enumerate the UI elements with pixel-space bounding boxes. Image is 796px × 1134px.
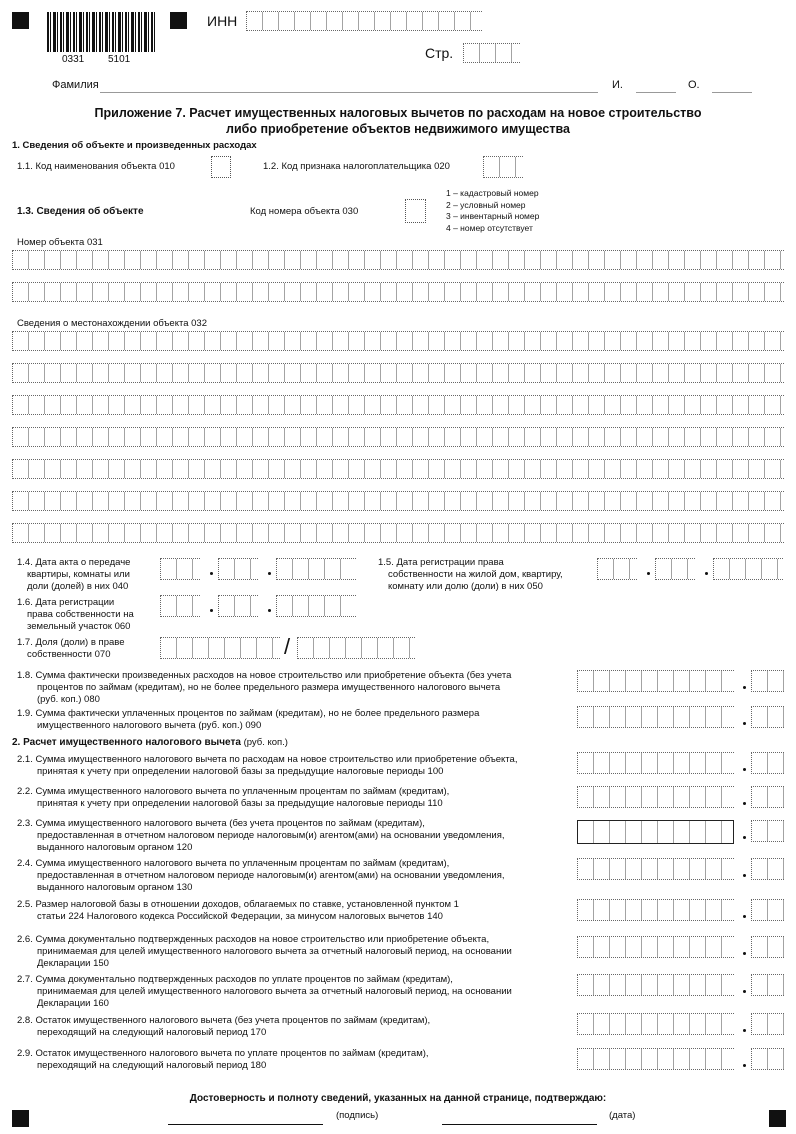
title-line-2: либо приобретение объектов недвижимого имущества [226,122,570,136]
label-line: переходящий на следующий налоговый период 170 [37,1027,267,1038]
page-label: Стр. [425,45,454,61]
field-050-label [378,557,563,593]
date-caption: (дата) [609,1110,636,1121]
label-line: 2.8. Остаток имущественного налогового вычета (без учета процентов по займам (кредитам), [17,1015,431,1026]
label-line: принятая к учету при определении налоговой базы за предыдущие налоговые периоды 110 [37,798,443,809]
section1-heading: 1. Сведения об объекте и произведенных расходах [12,140,257,151]
code-options-list [446,188,539,234]
field-140-kopecks[interactable] [751,899,784,921]
decimal-separator-dot [743,1029,746,1032]
field-090-rubles[interactable] [577,706,734,728]
decimal-separator-dot [743,1064,746,1067]
date-separator-dot [268,572,271,575]
field-060-year[interactable] [276,595,356,617]
inn-input[interactable] [246,11,482,31]
field-180-rubles[interactable] [577,1048,734,1070]
field-120-kopecks[interactable] [751,820,784,842]
label-line: имущественного налогового вычета (руб. коп.) 090 [37,720,262,731]
code-option: 4 – номер отсутствует [446,222,533,233]
label-line: выданного налоговым органом 130 [37,882,193,893]
field-100-rubles[interactable] [577,752,734,774]
label-line: предоставленная в отчетном налоговом периоде налоговым(и) агентом(ами) на основании уведомления, [37,830,505,841]
field-160-kopecks[interactable] [751,974,784,996]
label-line: 2.1. Сумма имущественного налогового вычета по расходам на новое строительство или приобретение объекта, [17,754,518,765]
field-040-month[interactable] [218,558,258,580]
label-line: 1.5. Дата регистрации права [378,557,504,568]
label-line: 2.3. Сумма имущественного налогового вычета (без учета процентов по займам (кредитам), [17,818,425,829]
field-032-row-5[interactable] [12,459,784,479]
date-separator-dot [647,572,650,575]
label-line: процентов по займам (кредитам), но не более предельного размера имущественного налогового вычета [37,682,501,693]
field-110-rubles[interactable] [577,786,734,808]
page-title [0,105,796,137]
field-050-month[interactable] [655,558,695,580]
field-090-kopecks[interactable] [751,706,784,728]
label-line: 1.9. Сумма фактически уплаченных процентов по займам (кредитам), но не более предельного размера [17,708,480,719]
date-line[interactable] [442,1124,597,1125]
field-010-input[interactable] [211,156,231,178]
field-050-year[interactable] [713,558,783,580]
field-13-label: 1.3. Сведения об объекте [17,206,144,217]
field-140-rubles[interactable] [577,899,734,921]
signature-caption: (подпись) [336,1110,379,1121]
field-031-row-1[interactable] [12,250,784,270]
field-032-row-7[interactable] [12,523,784,543]
field-040-year[interactable] [276,558,356,580]
initial-i-label: И. [612,79,623,91]
label-line: 2.9. Остаток имущественного налогового вычета по уплате процентов по займам (кредитам), [17,1048,429,1059]
field-070-denominator[interactable] [297,637,415,659]
field-080-kopecks[interactable] [751,670,784,692]
field-120-label [17,818,505,854]
label-line: 2.2. Сумма имущественного налогового вычета по уплаченным процентам по займам (кредитам), [17,786,450,797]
corner-marker-top-left [12,12,29,29]
field-080-label [17,670,511,706]
field-060-label [17,597,134,633]
label-line: 1.6. Дата регистрации [17,597,115,608]
label-line: комнату или долю (доли) в них 050 [388,581,543,592]
label-line: Декларации 160 [37,998,109,1009]
code-option: 1 – кадастровый номер [446,188,539,198]
label-line: (руб. коп.) 080 [37,694,100,705]
decimal-separator-dot [743,952,746,955]
label-line: 2.7. Сумма документально подтвержденных расходов по уплате процентов по займам (кредитам), [17,974,453,985]
field-050-day[interactable] [597,558,637,580]
initial-i-input[interactable] [636,92,676,93]
corner-marker-bottom-right [769,1110,786,1127]
field-090-label [17,708,479,732]
field-030-input[interactable] [405,199,426,223]
code-option: 3 – инвентарный номер [446,211,540,221]
field-130-kopecks[interactable] [751,858,784,880]
field-160-label [17,974,512,1010]
label-line: 1.4. Дата акта о передаче [17,557,131,568]
label-line: собственности 070 [27,649,111,660]
field-070-label [17,637,124,661]
signature-line[interactable] [168,1124,323,1125]
inn-label: ИНН [207,13,238,29]
decimal-separator-dot [743,802,746,805]
label-line: 2.5. Размер налоговой базы в отношении доходов, облагаемых по ставке, установленной пунктом 1 [17,899,459,910]
barcode-number-left: 0331 [62,54,85,65]
code-option: 2 – условный номер [446,199,526,210]
label-line: доли (долей) в них 040 [27,581,129,592]
label-line: статьи 224 Налогового кодекса Российской Федерации, за минусом налоговых вычетов 140 [37,911,443,922]
field-032-row-2[interactable] [12,363,784,383]
field-110-label [17,786,449,810]
decimal-separator-dot [743,990,746,993]
field-040-day[interactable] [160,558,200,580]
label-line: земельный участок 060 [27,621,131,632]
field-060-day[interactable] [160,595,200,617]
field-150-rubles[interactable] [577,936,734,958]
surname-input[interactable] [100,92,598,93]
label-line: принятая к учету при определении налоговой базы за предыдущие налоговые периоды 100 [37,766,444,777]
field-170-label [17,1015,430,1039]
field-110-kopecks[interactable] [751,786,784,808]
title-line-1: Приложение 7. Расчет имущественных налоговых вычетов по расходам на новое строительство [94,106,702,120]
label-line: переходящий на следующий налоговый период 180 [37,1060,267,1071]
label-line: принимаемая для целей имущественного налогового вычета за отчетный налоговый период, на основании [37,986,512,997]
field-031-label: Номер объекта 031 [17,237,103,248]
label-line: 1.8. Сумма фактически произведенных расходов на новое строительство или приобретение объекта (без учета [17,670,512,681]
decimal-separator-dot [743,722,746,725]
field-150-label [17,934,512,970]
field-160-rubles[interactable] [577,974,734,996]
field-130-label [17,858,505,894]
section2-heading-text: 2. Расчет имущественного налогового вычета [12,737,241,748]
date-separator-dot [268,609,271,612]
label-line: квартиры, комнаты или [27,569,130,580]
decimal-separator-dot [743,874,746,877]
field-130-rubles[interactable] [577,858,734,880]
label-line: права собственности на [27,609,134,620]
field-180-label [17,1048,429,1072]
label-line: 2.6. Сумма документально подтвержденных расходов на новое строительство или приобретение объекта, [17,934,490,945]
share-separator: / [284,634,291,659]
field-070-numerator[interactable] [160,637,280,659]
date-separator-dot [210,609,213,612]
initial-o-label: О. [688,79,700,91]
field-031-row-2[interactable] [12,282,784,302]
field-100-label [17,754,517,778]
field-080-rubles[interactable] [577,670,734,692]
decimal-separator-dot [743,768,746,771]
label-line: принимаемая для целей имущественного налогового вычета за отчетный налоговый период, на основании [37,946,512,957]
section2-heading-unit: (руб. коп.) [243,737,288,748]
label-line: предоставленная в отчетном налоговом периоде налоговым(и) агентом(ами) на основании уведомления, [37,870,505,881]
corner-marker-bottom-left [12,1110,29,1127]
field-032-row-3[interactable] [12,395,784,415]
field-120-rubles[interactable] [577,820,734,844]
field-032-row-4[interactable] [12,427,784,447]
field-100-kopecks[interactable] [751,752,784,774]
field-180-kopecks[interactable] [751,1048,784,1070]
field-020-label: 1.2. Код признака налогоплательщика 020 [263,161,450,172]
page-number-input[interactable] [463,43,520,63]
field-150-kopecks[interactable] [751,936,784,958]
surname-label: Фамилия [52,79,99,91]
field-020-input[interactable] [483,156,523,178]
field-060-month[interactable] [218,595,258,617]
field-170-rubles[interactable] [577,1013,734,1035]
decimal-separator-dot [743,836,746,839]
barcode [47,12,157,52]
field-010-label: 1.1. Код наименования объекта 010 [17,161,175,172]
field-140-label [17,899,459,923]
field-030-label: Код номера объекта 030 [250,206,359,217]
label-line: 2.4. Сумма имущественного налогового вычета по уплаченным процентам по займам (кредитам), [17,858,450,869]
barcode-number-right: 5101 [108,54,131,65]
decimal-separator-dot [743,686,746,689]
corner-marker-top-center [170,12,187,29]
date-separator-dot [210,572,213,575]
label-line: собственности на жилой дом, квартиру, [388,569,563,580]
field-170-kopecks[interactable] [751,1013,784,1035]
decimal-separator-dot [743,915,746,918]
section2-heading [12,737,288,749]
field-032-row-1[interactable] [12,331,784,351]
date-separator-dot [705,572,708,575]
initial-o-input[interactable] [712,92,752,93]
field-032-label: Сведения о местонахождении объекта 032 [17,318,207,329]
field-040-label [17,557,130,593]
confirmation-text: Достоверность и полноту сведений, указанных на данной странице, подтверждаю: [189,1093,607,1104]
label-line: Декларации 150 [37,958,109,969]
label-line: 1.7. Доля (доли) в праве [17,637,125,648]
label-line: выданного налоговым органом 120 [37,842,193,853]
field-032-row-6[interactable] [12,491,784,511]
